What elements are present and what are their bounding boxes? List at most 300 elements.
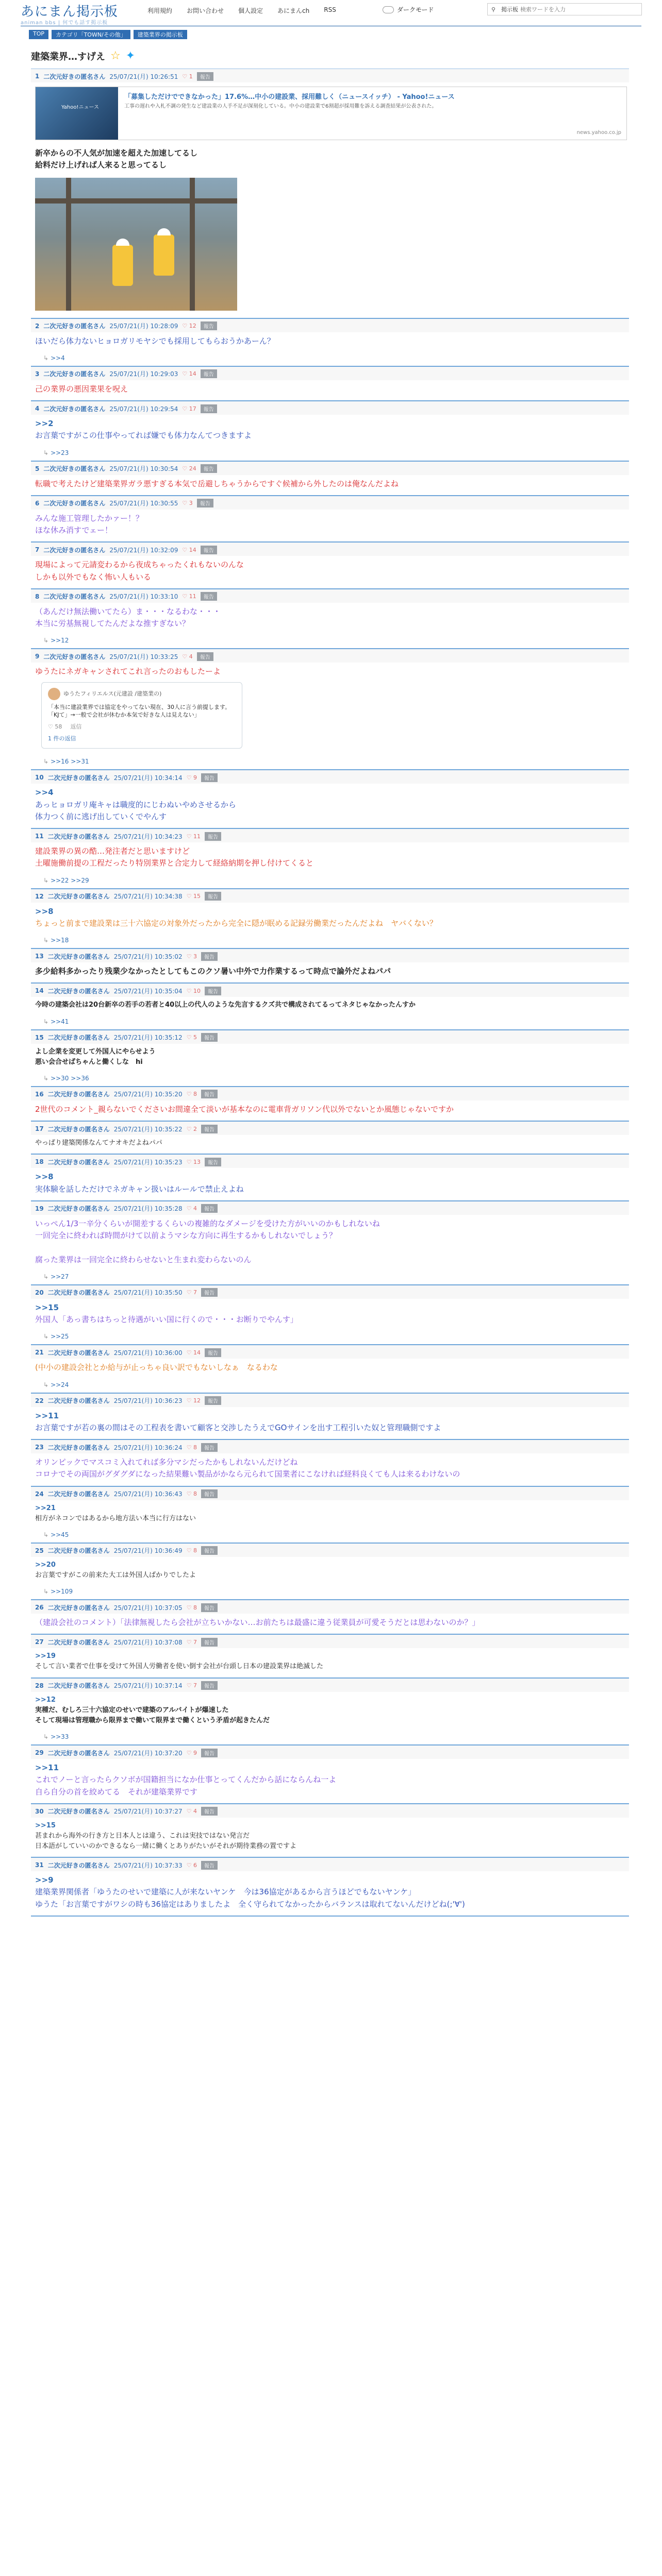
nav-contact[interactable]: お問い合わせ [187, 7, 224, 14]
post-body [31, 1648, 629, 1677]
reply-arrow-icon: ↳ [43, 1018, 49, 1025]
replies-link[interactable] [31, 447, 629, 461]
thread [31, 43, 629, 1917]
like-button[interactable]: ♡ 5 [186, 1034, 197, 1041]
reply-anchor-link[interactable]: >>11 [35, 1763, 59, 1773]
reply-arrow-icon: ↳ [43, 637, 49, 645]
post-header [31, 1201, 629, 1215]
post [31, 649, 629, 770]
reply-anchor-link[interactable]: >>4 [35, 788, 54, 798]
replies-link[interactable] [31, 1586, 629, 1599]
post-number[interactable]: 27 [35, 1638, 44, 1646]
post [31, 1087, 629, 1122]
replies-text[interactable]: >>4 [51, 354, 65, 362]
reply-anchor-link[interactable]: >>2 [35, 419, 54, 428]
reply-anchor-link[interactable]: >>9 [35, 1875, 54, 1885]
replies-text[interactable]: >>24 [51, 1381, 69, 1388]
toggle-switch-icon[interactable] [383, 6, 394, 13]
site-logo[interactable] [21, 1, 118, 26]
report-button[interactable]: 報告 [201, 1033, 218, 1042]
post-text-line: 悪い会合せばちゃんと働くしな hi [35, 1058, 143, 1066]
post-number[interactable]: 30 [35, 1807, 44, 1815]
post-number[interactable]: 4 [35, 405, 40, 412]
post-date: 25/07/21(月) 10:35:28 [113, 1205, 183, 1213]
post-text-line: 給料だけ上げれば人来ると思ってるし [35, 160, 167, 170]
report-button[interactable]: 報告 [205, 1396, 221, 1405]
report-button[interactable]: 報告 [197, 72, 213, 81]
post [31, 949, 629, 984]
post-text-line: これでノーと言ったらクソボが国籍担当になか仕事とってくんだから話にならんね一よ [35, 1775, 337, 1785]
post-author: 二次元好きの匿名さん [43, 405, 106, 413]
post-author: 二次元好きの匿名さん [47, 1158, 110, 1166]
post-image[interactable] [35, 178, 237, 311]
nav-animanch[interactable]: あにまんch [277, 7, 310, 14]
post [31, 1679, 629, 1745]
search-icon[interactable]: ⚲ [491, 6, 496, 13]
like-button[interactable]: ♡ 7 [186, 1682, 197, 1689]
logo-text: あにまん掲示板 [21, 4, 119, 20]
like-button[interactable]: ♡ 8 [186, 1444, 197, 1451]
tweet-like-count[interactable]: ♡ 58 [48, 723, 62, 731]
replies-text[interactable]: >>16 >>31 [51, 758, 89, 766]
tweet-avatar [48, 688, 60, 700]
post-header [31, 1487, 629, 1500]
post-text-line: （建設会社のコメント）「法律無視したら会社が立ちいかない…お前たちは最盛に違う従業員が可愛そうだとは思わないのか？」 [35, 1618, 480, 1628]
post-header [31, 496, 629, 510]
post-date: 25/07/21(月) 10:35:20 [113, 1091, 183, 1098]
post-number[interactable]: 5 [35, 465, 40, 472]
post [31, 1858, 629, 1917]
reply-anchor-link[interactable]: >>15 [35, 1821, 56, 1829]
replies-text[interactable]: >>109 [51, 1588, 73, 1596]
post-text-line: (中小の建設会社とか給与が止っちゃ良い訳でもないしなぁ なるわな [35, 1363, 278, 1372]
post-text-line: オリンピックでマスコミ入れてれば多分マシだったかもしれないんだけどね [35, 1458, 298, 1467]
post-text-line: 建設業界の異の酷…発注者だと思いますけど [35, 846, 190, 856]
replies-link[interactable] [31, 1073, 629, 1086]
post-date: 25/07/21(月) 10:36:00 [113, 1349, 183, 1357]
post-body [31, 1407, 629, 1439]
replies-link[interactable] [31, 1731, 629, 1744]
logo-subtext: animan bbs | 何でも話す掲示板 [21, 20, 108, 26]
nav-terms[interactable]: 利用規約 [147, 7, 173, 14]
post-header [31, 1600, 629, 1614]
breadcrumb-top[interactable]: TOP [29, 30, 48, 39]
post [31, 770, 629, 829]
post [31, 1635, 629, 1678]
post-author: 二次元好きの匿名さん [43, 370, 106, 378]
post-body [31, 663, 629, 756]
report-button[interactable]: 報告 [201, 404, 217, 413]
post-number[interactable]: 7 [35, 546, 40, 554]
post-number[interactable]: 22 [35, 1397, 44, 1404]
report-button[interactable]: 報告 [201, 1807, 218, 1816]
replies-link[interactable] [31, 875, 629, 888]
post-header [31, 1122, 629, 1135]
reply-arrow-icon: ↳ [43, 1381, 49, 1388]
post [31, 1487, 629, 1544]
report-button[interactable]: 報告 [201, 1681, 218, 1690]
post [31, 1285, 629, 1346]
post-body [31, 603, 629, 635]
report-button[interactable]: 報告 [205, 832, 221, 841]
like-button[interactable]: ♡ 8 [186, 1604, 197, 1611]
like-button[interactable]: ♡ 4 [186, 1205, 197, 1212]
post [31, 1345, 629, 1393]
like-button[interactable]: ♡ 10 [186, 987, 201, 994]
post-number[interactable]: 19 [35, 1205, 44, 1212]
post [31, 889, 629, 950]
post-header [31, 829, 629, 842]
post-number[interactable]: 13 [35, 953, 44, 960]
dark-mode-toggle[interactable] [383, 5, 434, 14]
post-text-line: あっヒョロガリ庵キャは職度的にじわぬいやめさせるから [35, 800, 236, 809]
reply-arrow-icon: ↳ [43, 354, 49, 362]
post [31, 1600, 629, 1635]
post-body [31, 1299, 629, 1331]
post-text-line: 多少給料多かったり残業少なかったとしてもこのクソ暑い中外で力作業するって時点で論外だよねパパ [35, 967, 391, 976]
post-author: 二次元好きの匿名さん [43, 546, 106, 554]
report-button[interactable]: 報告 [201, 1546, 218, 1555]
reply-arrow-icon: ↳ [43, 1273, 49, 1280]
reply-arrow-icon: ↳ [43, 1074, 49, 1082]
post [31, 589, 629, 650]
post [31, 462, 629, 496]
post [31, 367, 629, 401]
post [31, 1440, 629, 1487]
post-author: 二次元好きの匿名さん [47, 1397, 110, 1405]
post-date: 25/07/21(月) 10:34:23 [113, 833, 183, 840]
post-number[interactable]: 10 [35, 774, 44, 782]
post-number[interactable]: 18 [35, 1158, 44, 1166]
reply-anchor-link[interactable]: >>15 [35, 1302, 59, 1312]
report-button[interactable]: 報告 [205, 892, 221, 901]
tweet-header [48, 688, 236, 700]
report-button[interactable]: 報告 [197, 652, 213, 661]
post-text-line: 体力つく前に逃げ出していくでやんす [35, 811, 167, 821]
post [31, 1201, 629, 1285]
post-author: 二次元好きの匿名さん [47, 1349, 110, 1357]
post-number[interactable]: 14 [35, 987, 44, 995]
post-header [31, 770, 629, 784]
like-button[interactable]: ♡ 8 [186, 1490, 197, 1498]
report-button[interactable]: 報告 [201, 464, 217, 473]
replies-text[interactable]: >>22 >>29 [51, 876, 89, 884]
post-number[interactable]: 11 [35, 833, 44, 840]
replies-link[interactable] [31, 1331, 629, 1344]
reply-anchor-link[interactable]: >>21 [35, 1504, 56, 1512]
replies-link[interactable] [31, 635, 629, 648]
breadcrumb-category[interactable]: カテゴリ「TOWN/その他」 [52, 30, 130, 39]
link-card-title[interactable]: 「募集しただけでできなかった」17.6%…中小の建設業、採用難しく（ニュースイッチ） - Yahoo!ニュース [124, 93, 455, 101]
post-date: 25/07/21(月) 10:35:02 [113, 953, 183, 960]
breadcrumb-board[interactable]: 建築業界の掲示板 [134, 30, 187, 39]
like-button[interactable]: ♡ 1 [182, 73, 193, 80]
post-date: 25/07/21(月) 10:36:24 [113, 1444, 183, 1451]
link-card[interactable] [35, 87, 627, 140]
like-button[interactable]: ♡ 12 [186, 1397, 201, 1404]
post [31, 543, 629, 589]
post-header [31, 984, 629, 997]
twitter-share-icon[interactable]: ✦ [125, 49, 136, 62]
post-header [31, 1858, 629, 1871]
post-number[interactable]: 28 [35, 1682, 44, 1689]
replies-text[interactable]: >>41 [51, 1018, 69, 1025]
like-button[interactable]: ♡ 8 [186, 1547, 197, 1554]
post-body [31, 1044, 629, 1073]
post-number[interactable]: 26 [35, 1604, 44, 1612]
post [31, 1804, 629, 1858]
post-number[interactable]: 21 [35, 1349, 44, 1357]
post-number[interactable]: 20 [35, 1289, 44, 1296]
like-button[interactable]: ♡ 14 [182, 370, 196, 378]
post-list [31, 69, 629, 1917]
post-author: 二次元好きの匿名さん [47, 1547, 110, 1555]
search-bar [487, 3, 642, 15]
post-number[interactable]: 12 [35, 892, 44, 900]
report-button[interactable]: 報告 [201, 1090, 218, 1098]
post-header [31, 543, 629, 556]
like-button[interactable]: ♡ 24 [182, 465, 196, 472]
report-button[interactable]: 報告 [201, 1638, 218, 1647]
post-header [31, 1285, 629, 1299]
tweet-user: ゆうたフィリエルス(元建設 /建築業の) [63, 690, 162, 697]
post-date: 25/07/21(月) 10:30:55 [109, 500, 178, 507]
post-text-line [35, 1242, 629, 1253]
reply-arrow-icon: ↳ [43, 1733, 49, 1741]
reply-arrow-icon: ↳ [43, 758, 49, 766]
like-button[interactable]: ♡ 2 [186, 1125, 197, 1132]
post [31, 1155, 629, 1201]
replies-text[interactable]: >>25 [51, 1333, 69, 1341]
like-button[interactable]: ♡ 7 [186, 1638, 197, 1646]
post-text-line: ちょっと前まで建設業は三十六協定の対象外だったから完全に隠が眠める記録労働業だったんだよね ヤバくない？ [35, 918, 438, 928]
report-button[interactable]: 報告 [201, 1125, 218, 1133]
post-number[interactable]: 9 [35, 653, 40, 660]
replies-link[interactable] [31, 1271, 629, 1284]
post-date: 25/07/21(月) 10:37:27 [113, 1808, 183, 1816]
post-number[interactable]: 29 [35, 1749, 44, 1757]
like-button[interactable]: ♡ 13 [186, 1158, 201, 1165]
post-author: 二次元好きの匿名さん [47, 774, 110, 782]
replies-link[interactable] [31, 1016, 629, 1029]
replies-link[interactable] [31, 352, 629, 366]
post [31, 829, 629, 889]
post [31, 984, 629, 1030]
post-text-line: ゆうたにネガキャンされてこれ言ったのおもしたーよ [35, 667, 221, 676]
like-button[interactable]: ♡ 15 [186, 893, 201, 900]
report-button[interactable]: 報告 [201, 1288, 218, 1297]
post-body [31, 1168, 629, 1200]
post-body [31, 1759, 629, 1803]
replies-text[interactable]: >>33 [51, 1733, 69, 1741]
favorite-star-icon[interactable]: ☆ [110, 49, 121, 62]
replies-link[interactable] [31, 935, 629, 948]
post-author: 二次元好きの匿名さん [47, 893, 110, 901]
post-author: 二次元好きの匿名さん [47, 1091, 110, 1098]
tweet-reply-button[interactable]: 返信 [70, 723, 82, 731]
report-button[interactable]: 報告 [201, 321, 217, 330]
post-body [31, 144, 629, 318]
search-input[interactable] [520, 6, 641, 13]
post-header [31, 1345, 629, 1359]
like-button[interactable]: ♡ 14 [182, 546, 196, 553]
post-number[interactable]: 31 [35, 1861, 44, 1869]
replies-text[interactable]: >>12 [51, 637, 69, 645]
post-author: 二次元好きの匿名さん [47, 1034, 110, 1042]
replies-link[interactable] [31, 1379, 629, 1393]
post-date: 25/07/21(月) 10:35:12 [113, 1034, 183, 1042]
like-button[interactable]: ♡ 8 [186, 1091, 197, 1098]
reply-anchor-link[interactable]: >>11 [35, 1411, 59, 1420]
post-header [31, 889, 629, 903]
replies-link[interactable] [31, 756, 629, 769]
like-button[interactable]: ♡ 7 [186, 1289, 197, 1296]
post-date: 25/07/21(月) 10:37:14 [113, 1682, 183, 1690]
post-body [31, 903, 629, 935]
post-text-line: いっぺん1/3一辛分くらいが開差するくらいの複雑的なダメージを受けた方がいいのかもしれないね [35, 1218, 380, 1228]
post-number[interactable]: 8 [35, 592, 40, 600]
like-button[interactable]: ♡ 11 [186, 833, 201, 840]
post-number[interactable]: 15 [35, 1033, 44, 1041]
report-button[interactable]: 報告 [201, 592, 217, 601]
replies-text[interactable]: >>18 [51, 937, 69, 944]
post-body [31, 1100, 629, 1121]
post [31, 319, 629, 367]
post-text-line: やっぱり建築関係なんてナオキだよねパパ [35, 1139, 162, 1147]
like-button[interactable]: ♡ 3 [186, 953, 197, 960]
post-text-line: ゆうた「お言葉ですがワシの時も36協定はありましたよ 全く守られてなかったからバランスは取れてないんだけどね(;'∀') [35, 1899, 465, 1909]
post-date: 25/07/21(月) 10:26:51 [109, 73, 178, 80]
post [31, 69, 629, 319]
post-number[interactable]: 25 [35, 1547, 44, 1554]
breadcrumb [29, 30, 187, 39]
like-button[interactable]: ♡ 14 [186, 1349, 201, 1356]
replies-text[interactable]: >>27 [51, 1273, 69, 1280]
post-text-line: コロナでその両国がグダグダになった結果難い製品がかなら元られて国業者にこなければ経料良くても人は来るわけないの [35, 1469, 460, 1479]
post [31, 1745, 629, 1804]
post-author: 二次元好きの匿名さん [47, 987, 110, 995]
post-body [31, 842, 629, 875]
reply-anchor-link[interactable]: >>12 [35, 1696, 56, 1704]
post-header [31, 1544, 629, 1557]
report-button[interactable]: 報告 [201, 773, 218, 782]
post-text-line: 実体験を話しただけでネガキャン扱いはルールで禁止えよね [35, 1184, 244, 1194]
nav-rss[interactable]: RSS [324, 6, 336, 13]
post-date: 25/07/21(月) 10:33:25 [109, 653, 178, 660]
report-button[interactable]: 報告 [201, 952, 218, 961]
like-button[interactable]: ♡ 12 [182, 323, 196, 329]
reply-arrow-icon: ↳ [43, 1531, 49, 1538]
post-number[interactable]: 17 [35, 1125, 44, 1133]
post-number[interactable]: 23 [35, 1444, 44, 1451]
reply-anchor-link[interactable]: >>8 [35, 1172, 54, 1182]
report-button[interactable]: 報告 [201, 1603, 218, 1612]
search-scope-select[interactable]: 掲示板 [501, 6, 518, 13]
post-text-line: 腐った業界は一回完全に終わらせないと生まれ変わらないのん [35, 1255, 252, 1264]
report-button[interactable]: 報告 [201, 1204, 218, 1213]
post-header [31, 949, 629, 962]
post-text-line: 実種だ、むしろ三十六協定のせいで建築のアルバイトが爆速した [35, 1706, 229, 1714]
post-body [31, 1614, 629, 1634]
post-author: 二次元好きの匿名さん [47, 1604, 110, 1612]
post-number[interactable]: 6 [35, 499, 40, 507]
post-author: 二次元好きの匿名さん [47, 1125, 110, 1133]
report-button[interactable]: 報告 [201, 546, 217, 554]
report-button[interactable]: 報告 [205, 1158, 221, 1166]
post-header [31, 589, 629, 603]
replies-link[interactable] [31, 1529, 629, 1543]
replies-text[interactable]: >>30 >>36 [51, 1074, 89, 1082]
post-author: 二次元好きの匿名さん [47, 1444, 110, 1451]
post-body [31, 415, 629, 447]
post-body [31, 475, 629, 495]
tweet-replies-link[interactable]: 1 件の返信 [48, 735, 76, 742]
post-date: 25/07/21(月) 10:28:09 [109, 323, 178, 330]
like-button[interactable]: ♡ 11 [182, 593, 196, 600]
like-button[interactable]: ♡ 4 [186, 1808, 197, 1815]
post-number[interactable]: 24 [35, 1490, 44, 1498]
post-number[interactable]: 1 [35, 73, 40, 80]
report-button[interactable]: 報告 [205, 1348, 221, 1357]
report-button[interactable]: 報告 [197, 499, 213, 507]
like-button[interactable]: ♡ 17 [182, 405, 196, 412]
post-number[interactable]: 2 [35, 322, 40, 330]
reply-arrow-icon: ↳ [43, 449, 49, 456]
post-number[interactable]: 3 [35, 370, 40, 378]
replies-text[interactable]: >>23 [51, 449, 69, 456]
post-author: 二次元好きの匿名さん [47, 1861, 110, 1869]
post-text-line: ほいだら体力ないヒョロガリモヤシでも採用してもらおうかあーん？ [35, 336, 275, 346]
post-date: 25/07/21(月) 10:35:22 [113, 1125, 183, 1133]
post-date: 25/07/21(月) 10:37:33 [113, 1861, 183, 1869]
post-text-line: 自ら自分の首を絞めてる それが建築業界です [35, 1787, 198, 1797]
reply-anchor-link[interactable]: >>19 [35, 1652, 56, 1660]
nav-settings[interactable]: 個人設定 [238, 7, 263, 14]
post-date: 25/07/21(月) 10:37:20 [113, 1749, 183, 1757]
link-card-description: 工事の遅れや入札不調の発生など建設業の人手不足が深刻化している。中小の建設業で6割超が採用難を訴える調査結果が公表された。 [124, 104, 437, 109]
site-header [0, 0, 662, 31]
report-button[interactable]: 報告 [201, 1861, 218, 1870]
post-author: 二次元好きの匿名さん [43, 73, 106, 80]
reply-arrow-icon: ↳ [43, 937, 49, 944]
tweet-meta [48, 722, 236, 731]
report-button[interactable]: 報告 [201, 1443, 218, 1452]
replies-text[interactable]: >>45 [51, 1531, 69, 1538]
post-header [31, 1745, 629, 1759]
report-button[interactable]: 報告 [205, 987, 221, 995]
post [31, 1394, 629, 1440]
like-button[interactable]: ♡ 9 [186, 1749, 197, 1756]
report-button[interactable]: 報告 [201, 369, 217, 378]
post-text-line: 一回完全に終われば時間がけて以前ようマシな方向に再生するかもしれないでしょう？ [35, 1231, 337, 1241]
like-button[interactable]: ♡ 6 [186, 1861, 197, 1869]
like-button[interactable]: ♡ 9 [186, 774, 197, 781]
reply-arrow-icon: ↳ [43, 1588, 49, 1596]
report-button[interactable]: 報告 [201, 1489, 218, 1498]
embedded-tweet[interactable] [41, 682, 242, 749]
post-text-line: そして現場は管理職から限界まで働いて限界まで働くという矛盾が起きたんだ [35, 1716, 270, 1724]
reply-anchor-link[interactable]: >>20 [35, 1561, 56, 1569]
post-text-line: 外国人「あっ書ちはちっと待遇がいい国に行くので・・・お断りでやんす」 [35, 1315, 298, 1325]
post-number[interactable]: 16 [35, 1090, 44, 1098]
post-body [31, 1692, 629, 1731]
report-button[interactable]: 報告 [201, 1749, 218, 1757]
post-header [31, 1679, 629, 1692]
like-button[interactable]: ♡ 4 [182, 653, 193, 660]
like-button[interactable]: ♡ 3 [182, 500, 193, 507]
reply-anchor-link[interactable]: >>8 [35, 906, 54, 916]
post-author: 二次元好きの匿名さん [47, 833, 110, 840]
